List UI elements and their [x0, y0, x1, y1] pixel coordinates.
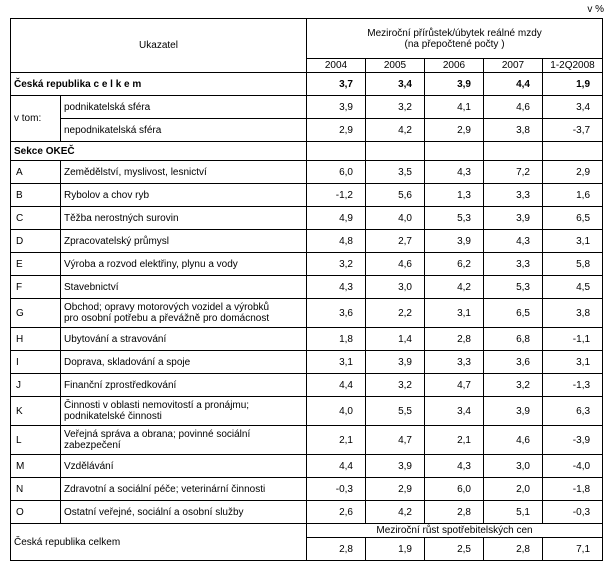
- value-cell: 1,6: [543, 184, 603, 207]
- value-cell: 3,7: [307, 73, 366, 96]
- wage-growth-table: [10, 18, 603, 561]
- value-cell: 2,6: [307, 501, 366, 524]
- okec-label: [61, 455, 307, 478]
- year-header: 2007: [484, 59, 543, 73]
- value-cell: -1,8: [543, 478, 603, 501]
- value-cell: 2,9: [425, 119, 484, 142]
- value-cell: 2,8: [425, 328, 484, 351]
- value-cell: 3,4: [425, 397, 484, 426]
- value-cell: 3,9: [425, 73, 484, 96]
- okec-row: [11, 397, 603, 426]
- value-cell: 2,8: [425, 501, 484, 524]
- value-cell: 1,3: [425, 184, 484, 207]
- year-header: 2006: [425, 59, 484, 73]
- okec-label: [61, 253, 307, 276]
- empty-cell: [366, 142, 425, 161]
- value-cell: 4,9: [307, 207, 366, 230]
- sector-label: nepodnikatelská sféra: [61, 119, 307, 142]
- okec-code: K: [11, 397, 61, 426]
- okec-label-line: Výroba a rozvod elektřiny, plynu a vody: [64, 258, 238, 270]
- okec-label: [61, 374, 307, 397]
- value-cell: 4,3: [484, 230, 543, 253]
- okec-label-line: Obchod; opravy motorových vozidel a výrobků: [64, 302, 270, 313]
- value-cell: 3,0: [366, 276, 425, 299]
- okec-label-line: Ubytování a stravování: [64, 333, 167, 345]
- okec-label-line: Vzdělávání: [64, 460, 114, 472]
- empty-cell: [307, 142, 366, 161]
- value-cell: 3,9: [366, 455, 425, 478]
- okec-code: N: [11, 478, 61, 501]
- okec-label: [61, 501, 307, 524]
- okec-label-line: Veřejná správa a obrana; povinné sociální: [64, 429, 251, 440]
- okec-row: [11, 230, 603, 253]
- value-cell: 1,4: [366, 328, 425, 351]
- value-cell: 2,2: [366, 299, 425, 328]
- okec-code: I: [11, 351, 61, 374]
- okec-label-line: Rybolov a chov ryb: [64, 189, 150, 201]
- okec-label: [61, 161, 307, 184]
- okec-label: [61, 207, 307, 230]
- value-cell: -4,0: [543, 455, 603, 478]
- value-cell: 4,3: [425, 455, 484, 478]
- okec-row: [11, 501, 603, 524]
- value-cell: 3,0: [484, 455, 543, 478]
- okec-label: [61, 184, 307, 207]
- okec-row: [11, 478, 603, 501]
- section-heading-row: [11, 142, 603, 161]
- value-cell: 2,9: [307, 119, 366, 142]
- total-label: Česká republika c e l k e m: [11, 73, 307, 96]
- okec-label-line: podnikatelské činnosti: [64, 411, 162, 422]
- value-cell: 2,1: [307, 426, 366, 455]
- empty-cell: [543, 142, 603, 161]
- value-cell: 4,4: [484, 73, 543, 96]
- value-cell: 4,3: [425, 161, 484, 184]
- okec-label-line: Finanční zprostředkování: [64, 379, 177, 391]
- okec-label: [61, 478, 307, 501]
- okec-row: [11, 426, 603, 455]
- okec-row: [11, 161, 603, 184]
- year-header: 2005: [366, 59, 425, 73]
- value-cell: -1,1: [543, 328, 603, 351]
- okec-row: [11, 207, 603, 230]
- okec-code: A: [11, 161, 61, 184]
- okec-label: [61, 351, 307, 374]
- header-row: [11, 19, 603, 59]
- value-cell: 7,2: [484, 161, 543, 184]
- okec-label-line: Zpracovatelský průmysl: [64, 235, 170, 247]
- okec-code: O: [11, 501, 61, 524]
- okec-code: F: [11, 276, 61, 299]
- okec-label: [61, 426, 307, 455]
- value-cell: 4,6: [484, 426, 543, 455]
- value-cell: -1,2: [307, 184, 366, 207]
- okec-row: [11, 184, 603, 207]
- value-cell: 6,0: [425, 478, 484, 501]
- value-cell: 4,4: [307, 374, 366, 397]
- measure-header-line2: (na přepočtené počty ): [404, 38, 505, 50]
- value-cell: 5,6: [366, 184, 425, 207]
- value-cell: 3,8: [543, 299, 603, 328]
- measure-header-line1: Meziroční přírůstek/úbytek reálné mzdy: [367, 27, 542, 39]
- value-cell: 2,5: [425, 538, 484, 561]
- value-cell: 4,0: [307, 397, 366, 426]
- measure-header: [307, 19, 603, 59]
- sector-row: [11, 96, 603, 119]
- okec-label-line: Stavebnictví: [64, 281, 119, 293]
- value-cell: 3,6: [307, 299, 366, 328]
- value-cell: 4,3: [307, 276, 366, 299]
- okec-label-line: Ostatní veřejné, sociální a osobní služby: [64, 506, 244, 518]
- value-cell: -3,9: [543, 426, 603, 455]
- value-cell: 4,2: [366, 501, 425, 524]
- value-cell: 4,2: [425, 276, 484, 299]
- value-cell: 4,0: [366, 207, 425, 230]
- value-cell: 3,2: [307, 253, 366, 276]
- value-cell: 3,9: [307, 96, 366, 119]
- okec-code: J: [11, 374, 61, 397]
- value-cell: 4,5: [543, 276, 603, 299]
- okec-label: [61, 397, 307, 426]
- value-cell: 4,6: [366, 253, 425, 276]
- value-cell: 2,9: [543, 161, 603, 184]
- okec-label-line: Těžba nerostných surovin: [64, 212, 179, 224]
- value-cell: 4,2: [366, 119, 425, 142]
- okec-label: [61, 276, 307, 299]
- okec-row: [11, 328, 603, 351]
- okec-label-line: zabezpečení: [64, 440, 121, 451]
- value-cell: 3,1: [307, 351, 366, 374]
- value-cell: -0,3: [543, 501, 603, 524]
- value-cell: 3,9: [425, 230, 484, 253]
- value-cell: 4,7: [425, 374, 484, 397]
- value-cell: 3,4: [543, 96, 603, 119]
- okec-row: [11, 276, 603, 299]
- okec-label-line: Činnosti v oblasti nemovitostí a pronájmu;: [64, 400, 250, 411]
- unit-label: v %: [587, 4, 604, 15]
- value-cell: -0,3: [307, 478, 366, 501]
- footer-label: Česká republika celkem: [11, 524, 307, 561]
- value-cell: 3,1: [543, 230, 603, 253]
- value-cell: -1,3: [543, 374, 603, 397]
- value-cell: -3,7: [543, 119, 603, 142]
- value-cell: 6,5: [543, 207, 603, 230]
- value-cell: 3,2: [484, 374, 543, 397]
- okec-row: [11, 374, 603, 397]
- okec-label-line: pro osobní potřebu a převážně pro domácnost: [64, 313, 270, 324]
- value-cell: 3,9: [484, 207, 543, 230]
- value-cell: 4,8: [307, 230, 366, 253]
- value-cell: 5,8: [543, 253, 603, 276]
- okec-row: [11, 299, 603, 328]
- empty-cell: [484, 142, 543, 161]
- okec-row: [11, 351, 603, 374]
- value-cell: 3,2: [366, 96, 425, 119]
- value-cell: 3,4: [366, 73, 425, 96]
- value-cell: 3,8: [484, 119, 543, 142]
- value-cell: 3,1: [425, 299, 484, 328]
- value-cell: 6,8: [484, 328, 543, 351]
- value-cell: 3,2: [366, 374, 425, 397]
- value-cell: 6,3: [543, 397, 603, 426]
- value-cell: 5,5: [366, 397, 425, 426]
- section-heading: Sekce OKEČ: [11, 142, 307, 161]
- year-header: 2004: [307, 59, 366, 73]
- value-cell: 1,9: [366, 538, 425, 561]
- value-cell: 3,3: [425, 351, 484, 374]
- okec-code: B: [11, 184, 61, 207]
- okec-label-line: Zemědělství, myslivost, lesnictví: [64, 166, 207, 178]
- value-cell: 3,9: [366, 351, 425, 374]
- okec-label-line: Zdravotní a sociální péče; veterinární činnosti: [64, 483, 266, 495]
- vtom-label: v tom:: [11, 96, 61, 142]
- okec-label-line: Doprava, skladování a spoje: [64, 356, 191, 368]
- value-cell: 4,4: [307, 455, 366, 478]
- okec-code: E: [11, 253, 61, 276]
- empty-cell: [425, 142, 484, 161]
- year-header: 1-2Q2008: [543, 59, 603, 73]
- footer-measure: Meziroční růst spotřebitelských cen: [307, 524, 603, 538]
- value-cell: 2,9: [366, 478, 425, 501]
- okec-label: [61, 230, 307, 253]
- okec-row: [11, 455, 603, 478]
- value-cell: 3,6: [484, 351, 543, 374]
- okec-code: G: [11, 299, 61, 328]
- value-cell: 1,8: [307, 328, 366, 351]
- value-cell: 6,0: [307, 161, 366, 184]
- value-cell: 1,9: [543, 73, 603, 96]
- indicator-header: Ukazatel: [11, 19, 307, 73]
- value-cell: 3,1: [543, 351, 603, 374]
- value-cell: 4,1: [425, 96, 484, 119]
- value-cell: 3,5: [366, 161, 425, 184]
- value-cell: 7,1: [543, 538, 603, 561]
- value-cell: 3,3: [484, 253, 543, 276]
- value-cell: 6,2: [425, 253, 484, 276]
- sector-row: [11, 119, 603, 142]
- value-cell: 5,1: [484, 501, 543, 524]
- value-cell: 2,0: [484, 478, 543, 501]
- value-cell: 2,8: [484, 538, 543, 561]
- okec-label: [61, 328, 307, 351]
- footer-row: [11, 524, 603, 538]
- total-row: [11, 73, 603, 96]
- value-cell: 3,9: [484, 397, 543, 426]
- okec-code: D: [11, 230, 61, 253]
- value-cell: 5,3: [484, 276, 543, 299]
- okec-code: H: [11, 328, 61, 351]
- okec-code: M: [11, 455, 61, 478]
- value-cell: 4,6: [484, 96, 543, 119]
- value-cell: 6,5: [484, 299, 543, 328]
- value-cell: 3,3: [484, 184, 543, 207]
- okec-code: C: [11, 207, 61, 230]
- value-cell: 5,3: [425, 207, 484, 230]
- sector-label: podnikatelská sféra: [61, 96, 307, 119]
- value-cell: 2,7: [366, 230, 425, 253]
- value-cell: 4,7: [366, 426, 425, 455]
- okec-code: L: [11, 426, 61, 455]
- okec-label: [61, 299, 307, 328]
- value-cell: 2,1: [425, 426, 484, 455]
- value-cell: 2,8: [307, 538, 366, 561]
- okec-row: [11, 253, 603, 276]
